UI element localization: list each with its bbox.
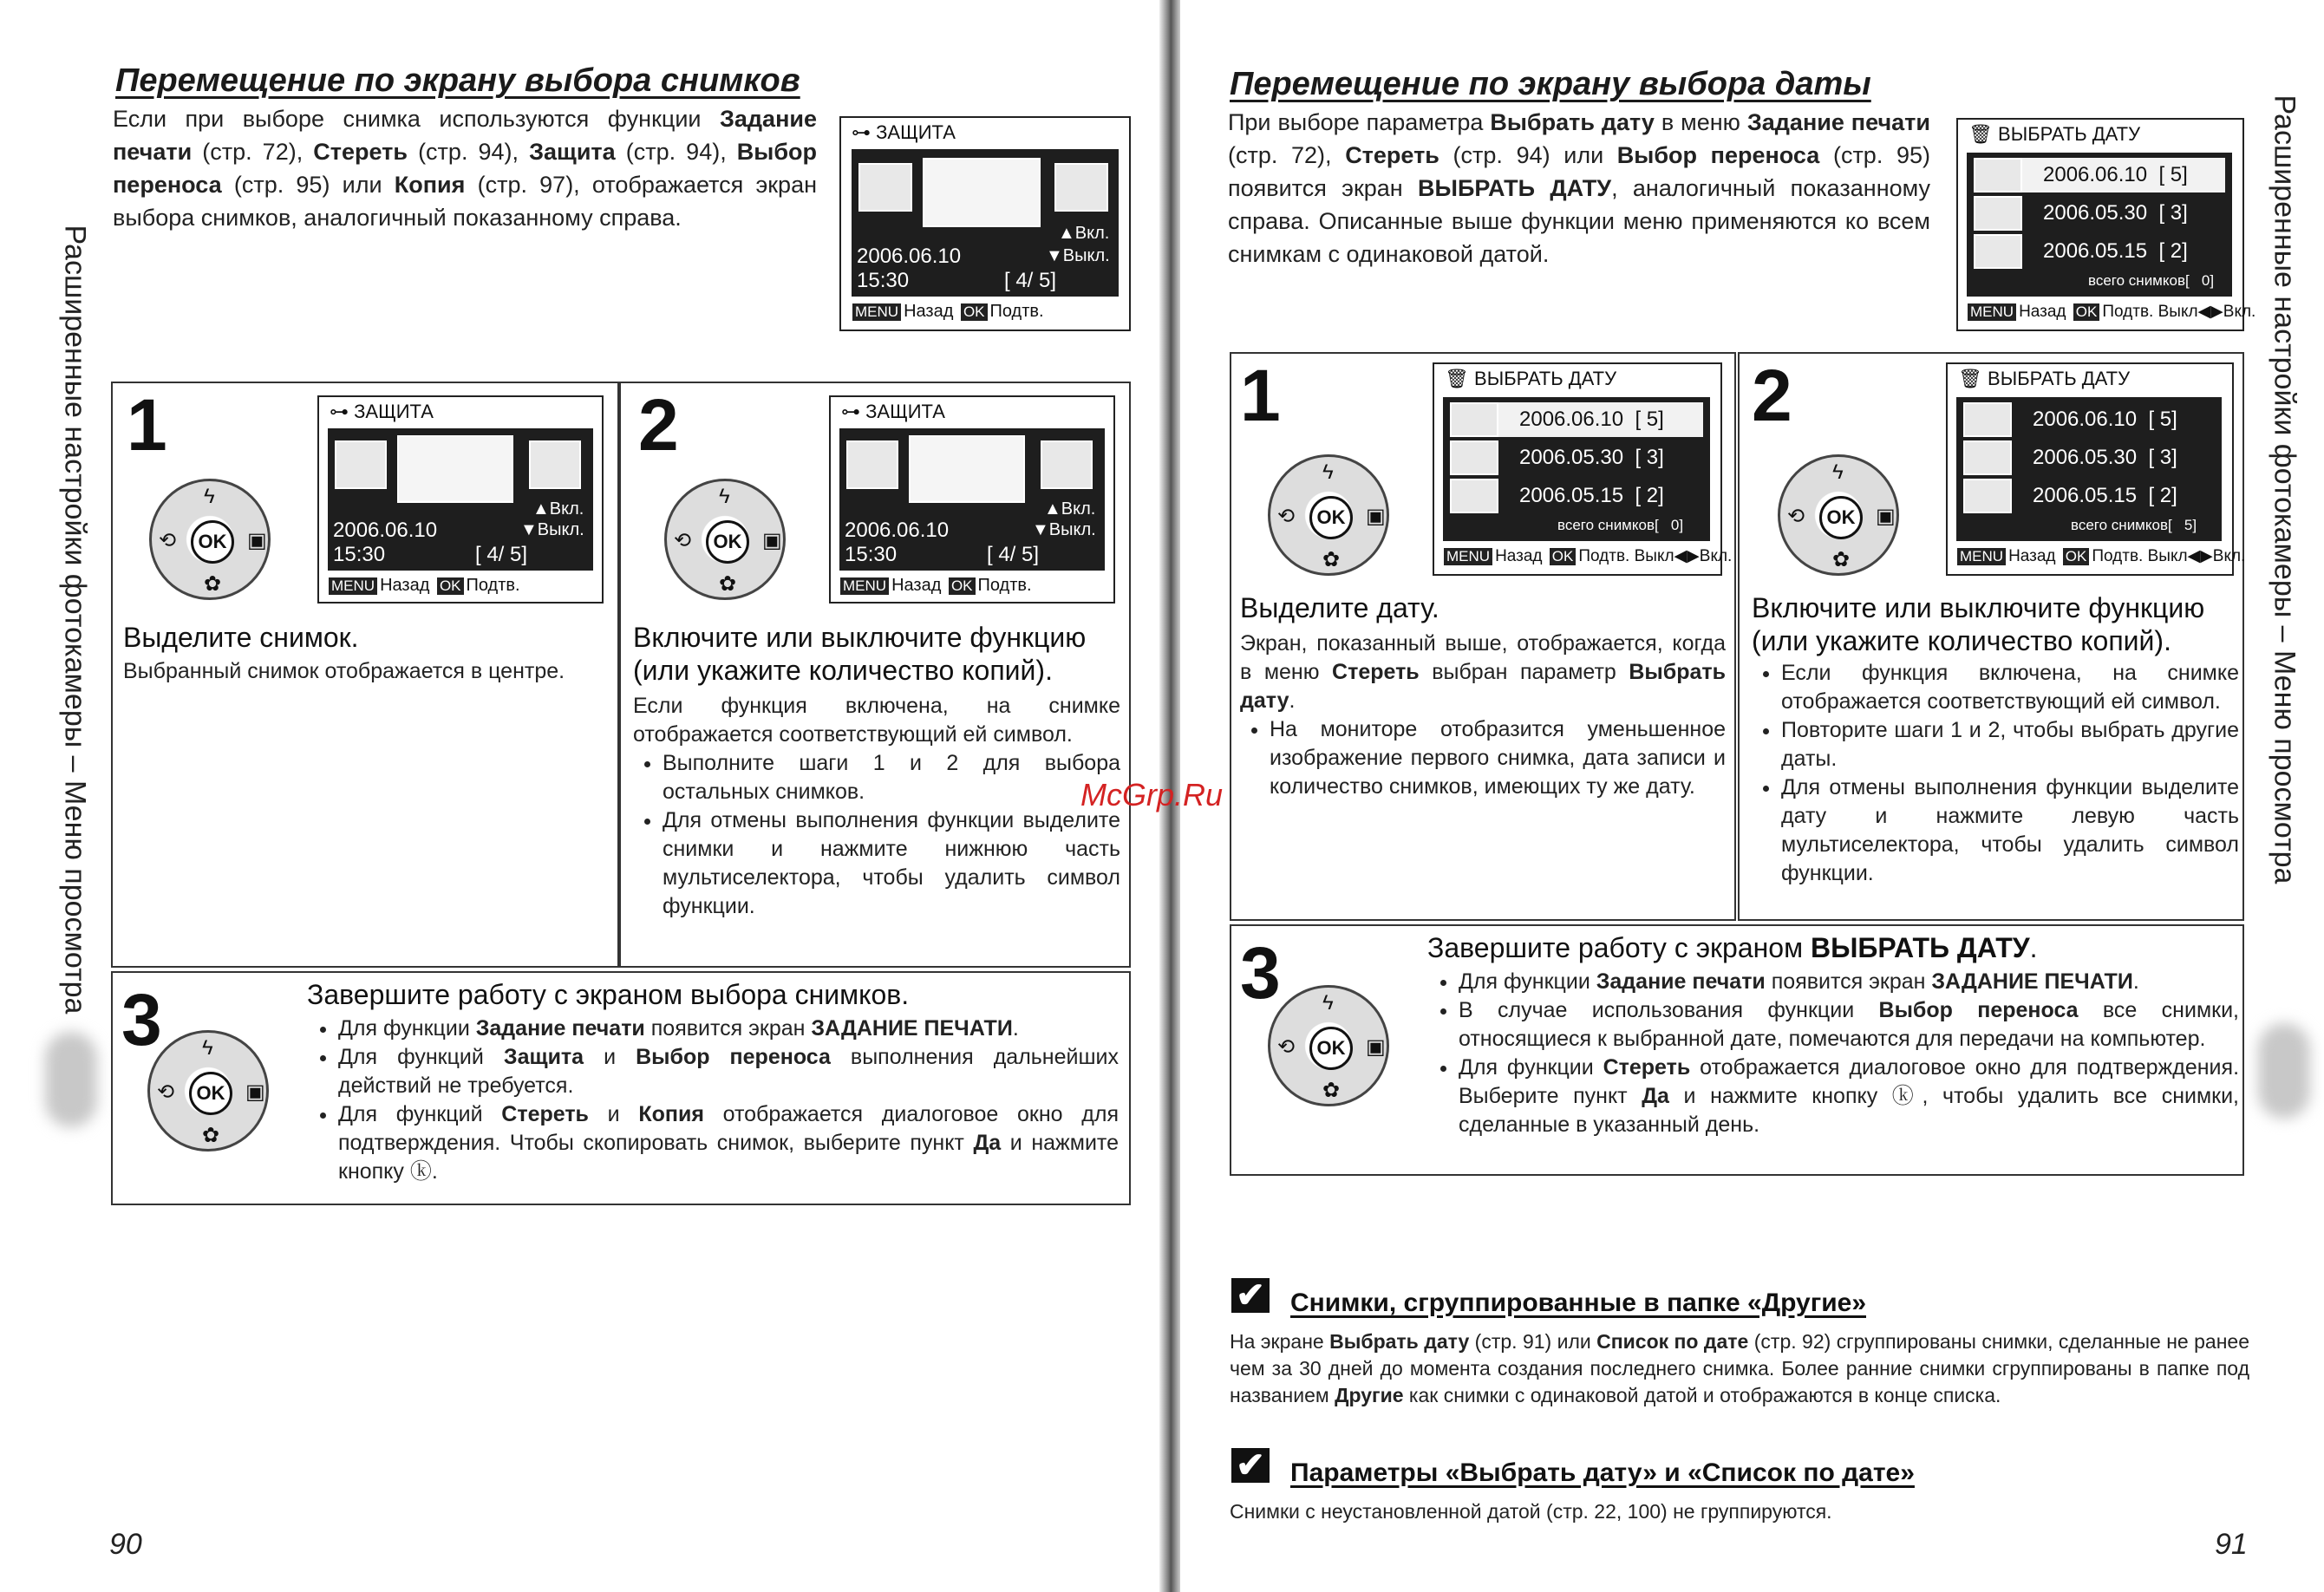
- multiselector-icon: OK ϟ ⟲ ▣ ✿: [1268, 454, 1389, 576]
- right-step1-text: Экран, показанный выше, отображается, когда в меню Стереть выбран параметр Выбрать дату. • На мониторе отобразится уменьшенное изображение первого снимка, дата записи и количество снимков, имеющих ту же дату.: [1240, 630, 1726, 801]
- key-icon: ⊶: [330, 401, 355, 422]
- select-date-screen-step1: 🗑 ВЫБРАТЬ ДАТУ 2006.06.10 [ 5] 2006.05.30 [ 3] 2006.05.15 [ 2] всего снимков[ 0] MENU Назад OK Подтв. Выкл◀▶Вкл.: [1433, 362, 1722, 576]
- select-date-screen-top: 🗑 ВЫБРАТЬ ДАТУ 2006.06.10 [ 5] 2006.05.30 [ 3] 2006.05.15 [ 2] всего снимков[ 0] MENU Назад OK Подтв. Выкл◀▶Вкл.: [1956, 118, 2244, 331]
- trash-icon: 🗑: [1445, 368, 1475, 389]
- protect-screen-step2: ⊶ ЗАЩИТА ▲Вкл. ▼Выкл. 2006.06.10 15:30 [ 4/ 5] MENU Назад OK Подтв.: [829, 395, 1115, 604]
- step1-text: Выбранный снимок отображается в центре.: [123, 659, 565, 683]
- page-number-left: 90: [109, 1528, 142, 1561]
- right-step3-title: Завершите работу с экраном ВЫБРАТЬ ДАТУ.: [1427, 932, 2038, 963]
- right-step2-text: • Если функция включена, на снимке отображается соответствующий ей символ. • Повторите шаги 1 и 2, чтобы выбрать другие даты. • Для отмены выполнения функции выделите дату и нажмите левую часть мультиселектора, чтобы удалить символ функции.: [1752, 659, 2239, 888]
- multiselector-icon: OK ϟ ⟲ ▣ ✿: [147, 1030, 269, 1152]
- watermark: McGrp.Ru: [1080, 777, 1224, 812]
- trash-icon: 🗑: [1958, 368, 1988, 389]
- step-number: 1: [127, 384, 167, 466]
- image-counter: [ 4/ 5]: [1004, 269, 1057, 292]
- section-tab: [2258, 1023, 2310, 1119]
- key-icon: ⊶: [841, 401, 866, 422]
- right-side-label: Расширенные настройки фотокамеры – Меню просмотра: [2268, 95, 2301, 884]
- right-step1-title: Выделите дату.: [1240, 592, 1439, 623]
- check-icon: ✔: [1231, 1448, 1270, 1483]
- note1-title: Снимки, сгруппированные в папке «Другие»: [1290, 1289, 1866, 1317]
- thumbnail: [1054, 163, 1108, 212]
- multiselector-icon: OK ϟ ⟲ ▣ ✿: [1778, 454, 1899, 576]
- key-icon: ⊶: [852, 121, 877, 143]
- left-heading: Перемещение по экрану выбора снимков: [115, 62, 800, 99]
- screen-title: ⊶ ЗАЩИТА: [852, 121, 956, 143]
- section-tab: [45, 1032, 97, 1127]
- right-heading: Перемещение по экрану выбора даты: [1230, 66, 1871, 102]
- protect-screen-top: ⊶ ЗАЩИТА ▲Вкл. ▼Выкл. 2006.06.10 15:30 [ 4/ 5] MENU Назад OK Подтв.: [839, 116, 1131, 331]
- note1-text: На экране Выбрать дату (стр. 91) или Список по дате (стр. 92) сгруппированы снимки, сделанные не ранее чем за 30 дней до момента создания последнего снимка. Более ранние снимки сгруппированы в папке под названием Другие как снимки с одинаковой датой и отображаются в конце списка.: [1230, 1330, 2249, 1406]
- step3-title: Завершите работу с экраном выбора снимков.: [307, 979, 910, 1010]
- multiselector-icon: OK ϟ ⟲ ▣ ✿: [1268, 985, 1389, 1106]
- protect-screen-step1: ⊶ ЗАЩИТА ▲Вкл. ▼Выкл. 2006.06.10 15:30 [ 4/ 5] MENU Назад OK Подтв.: [317, 395, 604, 604]
- select-date-screen-step2: 🗑 ВЫБРАТЬ ДАТУ 2006.06.10 [ 5] 2006.05.30 [ 3] 2006.05.15 [ 2] всего снимков[ 5] MENU Назад OK Подтв. Выкл◀▶Вкл.: [1946, 362, 2234, 576]
- left-side-label: Расширенные настройки фотокамеры – Меню просмотра: [58, 225, 92, 1015]
- thumbnail: [858, 163, 912, 212]
- multiselector-icon: OK ϟ ⟲ ▣ ✿: [149, 479, 271, 600]
- right-intro: При выборе параметра Выбрать дату в меню Задание печати (стр. 72), Стереть (стр. 94) или Выбор переноса (стр. 95) появится экран ВЫБРАТЬ ДАТУ, аналогичный показанному справа. Описанные выше функции меню применяются ко всем снимкам с одинаковой датой.: [1228, 109, 1930, 267]
- note2-text: Снимки с неустановленной датой (стр. 22, 100) не группируются.: [1230, 1500, 1832, 1523]
- check-icon: ✔: [1231, 1278, 1270, 1313]
- multiselector-icon: OK ϟ ⟲ ▣ ✿: [664, 479, 786, 600]
- note2-title: Параметры «Выбрать дату» и «Список по дате»: [1290, 1458, 1915, 1487]
- trash-icon: 🗑: [1968, 123, 1999, 145]
- thumbnail-selected: [923, 158, 1041, 227]
- step2-title: Включите или выключите функцию (или укажите количество копий).: [633, 622, 1087, 686]
- right-step2-title: Включите или выключите функцию (или укажите количество копий).: [1752, 592, 2205, 656]
- date-readout: 2006.06.10: [857, 245, 962, 268]
- left-intro: Если при выборе снимка используются функции Задание печати (стр. 72), Стереть (стр. 94), Защита (стр. 94), Выбор переноса (стр. 95) или Копия (стр. 97), отображается экран выбора снимков, аналогичный показанному справа.: [113, 106, 818, 231]
- right-step3-text: • Для функции Задание печати появится экран ЗАДАНИЕ ПЕЧАТИ. • В случае использования функции Выбор переноса все снимки, относящиеся к выбранной дате, помечаются для передачи на компьютер. • Для функции Стереть отображается диалоговое окно для подтверждения. Выберите пункт Да и нажмите кнопку ⓚ, чтобы удалить все снимки, сделанные в указанный день.: [1429, 968, 2239, 1139]
- page-number-right: 91: [2215, 1528, 2248, 1561]
- step3-text: • Для функции Задание печати появится экран ЗАДАНИЕ ПЕЧАТИ. • Для функций Защита и Выбор переноса выполнения дальнейших действий не требуется. • Для функций Стереть и Копия отображается диалоговое окно для подтверждения. Чтобы скопировать снимок, выберите пункт Да и нажмите кнопку ⓚ.: [309, 1015, 1119, 1186]
- step1-title: Выделите снимок.: [123, 622, 359, 653]
- step2-text: Если функция включена, на снимке отображается соответствующий ей символ. • Выполните шаги 1 и 2 для выбора остальных снимков. • Для отмены выполнения функции выделите снимки и нажмите нижнюю часть мультиселектора, чтобы удалить символ функции.: [633, 692, 1120, 921]
- time-readout: 15:30: [857, 269, 910, 292]
